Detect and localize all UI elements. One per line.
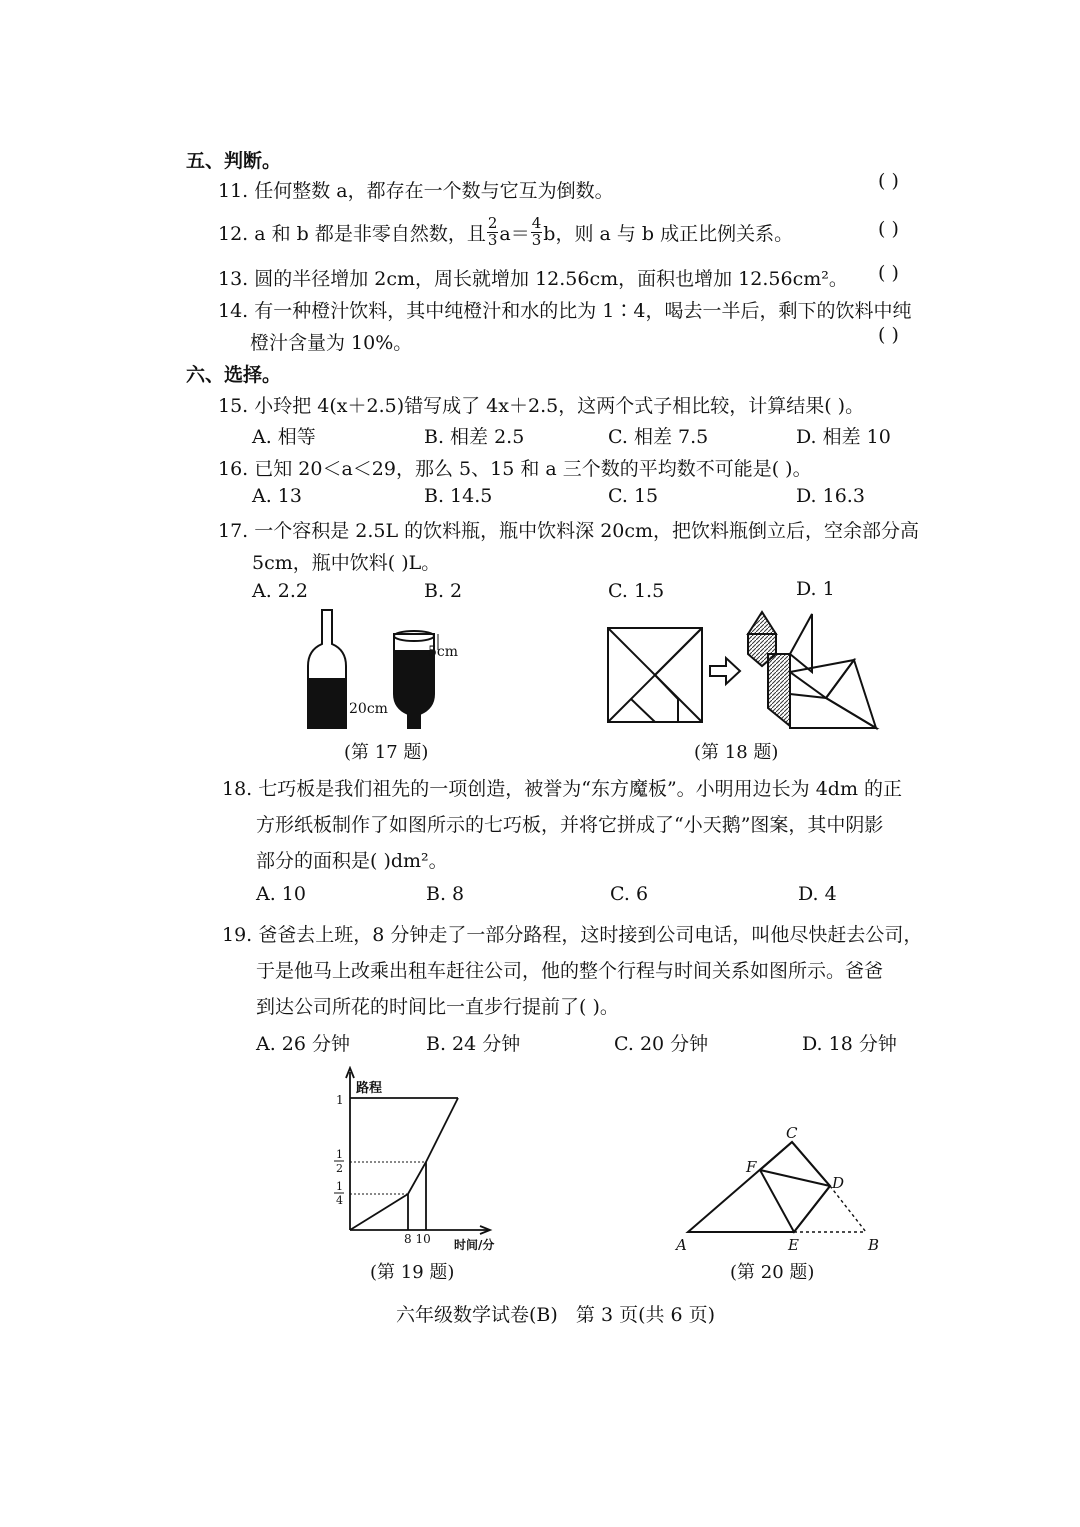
q12-f2-den: 3 (531, 230, 542, 249)
y-tick-1: 1 (336, 1093, 344, 1107)
question-19-line1: 19. 爸爸去上班，8 分钟走了一部分路程，这时接到公司电话，叫他尽快赶去公司， (222, 924, 923, 946)
q12-fraction-1 (487, 213, 499, 249)
journey-line (350, 1098, 458, 1230)
page-footer: 六年级数学试卷(B) 第 3 页(共 6 页) (396, 1304, 716, 1326)
section-judge-title: 五、判断。 (186, 150, 282, 172)
question-16: 16. 已知 20＜a＜29，那么 5、15 和 a 三个数的平均数不可能是( )。 (218, 458, 812, 480)
q17-option-c[interactable]: C. 1.5 (608, 580, 665, 602)
y-tick-quarter-num: 1 (336, 1180, 343, 1193)
bottle-inverted-top (394, 631, 434, 641)
q16-option-b[interactable]: B. 14.5 (424, 485, 493, 507)
q15-option-b[interactable]: B. 相差 2.5 (424, 426, 525, 448)
point-A-label: A (676, 1236, 687, 1254)
q12-text-post: b，则 a 与 b 成正比例关系。 (543, 222, 794, 245)
q16-option-c[interactable]: C. 15 (608, 485, 659, 507)
q12-f2-num: 4 (531, 213, 542, 232)
figure-17-caption: (第 17 题) (344, 742, 429, 763)
q12-fraction-2 (531, 213, 543, 249)
q12-f1-den: 3 (487, 230, 498, 249)
q18-option-b[interactable]: B. 8 (426, 883, 465, 905)
question-12 (218, 210, 793, 254)
y-axis-label: 路程 (356, 1081, 383, 1096)
question-18-line1: 18. 七巧板是我们祖先的一项创造，被誉为“东方魔板”。小明用边长为 4dm 的正 (222, 778, 903, 800)
q19-option-c[interactable]: C. 20 分钟 (614, 1033, 709, 1055)
figure-17-bottles (300, 604, 480, 734)
section-choice-title: 六、选择。 (186, 364, 282, 386)
label-20cm: 20cm (349, 701, 388, 717)
point-E-label: E (788, 1236, 799, 1254)
answer-paren-13[interactable]: ( ) (878, 262, 899, 284)
x-axis-label: 时间/分 (454, 1238, 495, 1252)
q15-option-a[interactable]: A. 相等 (252, 426, 316, 448)
point-F-label: F (746, 1158, 757, 1176)
q15-option-d[interactable]: D. 相差 10 (796, 426, 891, 448)
q19-option-b[interactable]: B. 24 分钟 (426, 1033, 521, 1055)
segment-DB-dashed (830, 1186, 866, 1232)
x-ticks: 8 10 (404, 1232, 431, 1246)
point-C-label: C (786, 1124, 798, 1142)
q17-option-b[interactable]: B. 2 (424, 580, 463, 602)
answer-paren-12[interactable]: ( ) (878, 218, 899, 240)
question-18-line2: 方形纸板制作了如图所示的七巧板，并将它拼成了“小天鹅”图案，其中阴影 (256, 814, 884, 836)
answer-paren-11[interactable]: ( ) (878, 170, 899, 192)
figure-19-caption: (第 19 题) (370, 1262, 455, 1283)
figure-19-graph (322, 1066, 522, 1256)
question-17-line1: 17. 一个容积是 2.5L 的饮料瓶，瓶中饮料深 20cm，把饮料瓶倒立后，空余部分高 (218, 520, 920, 542)
q16-option-d[interactable]: D. 16.3 (796, 485, 865, 507)
point-B-label: B (868, 1236, 880, 1254)
q12-text-pre: 12. a 和 b 都是非零自然数，且 (218, 222, 486, 245)
q17-option-a[interactable]: A. 2.2 (252, 580, 309, 602)
question-13: 13. 圆的半径增加 2cm，周长就增加 12.56cm，面积也增加 12.56cm²。 (218, 268, 848, 290)
arrow-icon (710, 658, 740, 684)
quadrilateral-ACDE (688, 1142, 830, 1232)
tangram-square (608, 628, 702, 722)
figure-18-caption: (第 18 题) (694, 742, 779, 763)
q15-option-c[interactable]: C. 相差 7.5 (608, 426, 709, 448)
question-17-line2: 5cm，瓶中饮料( )L。 (252, 552, 441, 574)
figure-18-tangram (600, 604, 890, 734)
question-19-line3: 到达公司所花的时间比一直步行提前了( )。 (256, 996, 619, 1018)
q18-option-a[interactable]: A. 10 (256, 883, 306, 905)
question-11: 11. 任何整数 a，都存在一个数与它互为倒数。 (218, 180, 614, 202)
figure-20-geometry (668, 1124, 890, 1256)
figure-20-caption: (第 20 题) (730, 1262, 815, 1283)
kite-FCDE (760, 1142, 830, 1232)
q18-option-c[interactable]: C. 6 (610, 883, 649, 905)
bottle-inverted-liquid (394, 650, 434, 728)
q12-f1-num: 2 (487, 213, 498, 232)
q19-option-a[interactable]: A. 26 分钟 (256, 1033, 351, 1055)
question-15: 15. 小玲把 4(x＋2.5)错写成了 4x＋2.5，这两个式子相比较，计算结果( )。 (218, 395, 865, 417)
y-tick-quarter-den: 4 (336, 1194, 343, 1207)
tangram-swan (748, 612, 876, 728)
question-18-line3: 部分的面积是( )dm²。 (256, 850, 448, 872)
y-tick-half-num: 1 (336, 1148, 343, 1161)
question-14-line2: 橙汁含量为 10%。 (250, 332, 413, 354)
y-tick-half-den: 2 (336, 1162, 343, 1175)
bottle-upright-liquid (308, 678, 346, 728)
q18-option-d[interactable]: D. 4 (798, 883, 837, 905)
q17-option-d[interactable]: D. 1 (796, 578, 835, 600)
point-D-label: D (832, 1174, 845, 1192)
q16-option-a[interactable]: A. 13 (252, 485, 302, 507)
question-14-line1: 14. 有一种橙汁饮料，其中纯橙汁和水的比为 1∶4，喝去一半后，剩下的饮料中纯 (218, 300, 912, 322)
q19-option-d[interactable]: D. 18 分钟 (802, 1033, 897, 1055)
answer-paren-14[interactable]: ( ) (878, 324, 899, 346)
label-5cm: 5cm (428, 644, 459, 660)
question-19-line2: 于是他马上改乘出租车赶往公司，他的整个行程与时间关系如图所示。爸爸 (256, 960, 884, 982)
q12-text-mid: a＝ (499, 222, 530, 245)
